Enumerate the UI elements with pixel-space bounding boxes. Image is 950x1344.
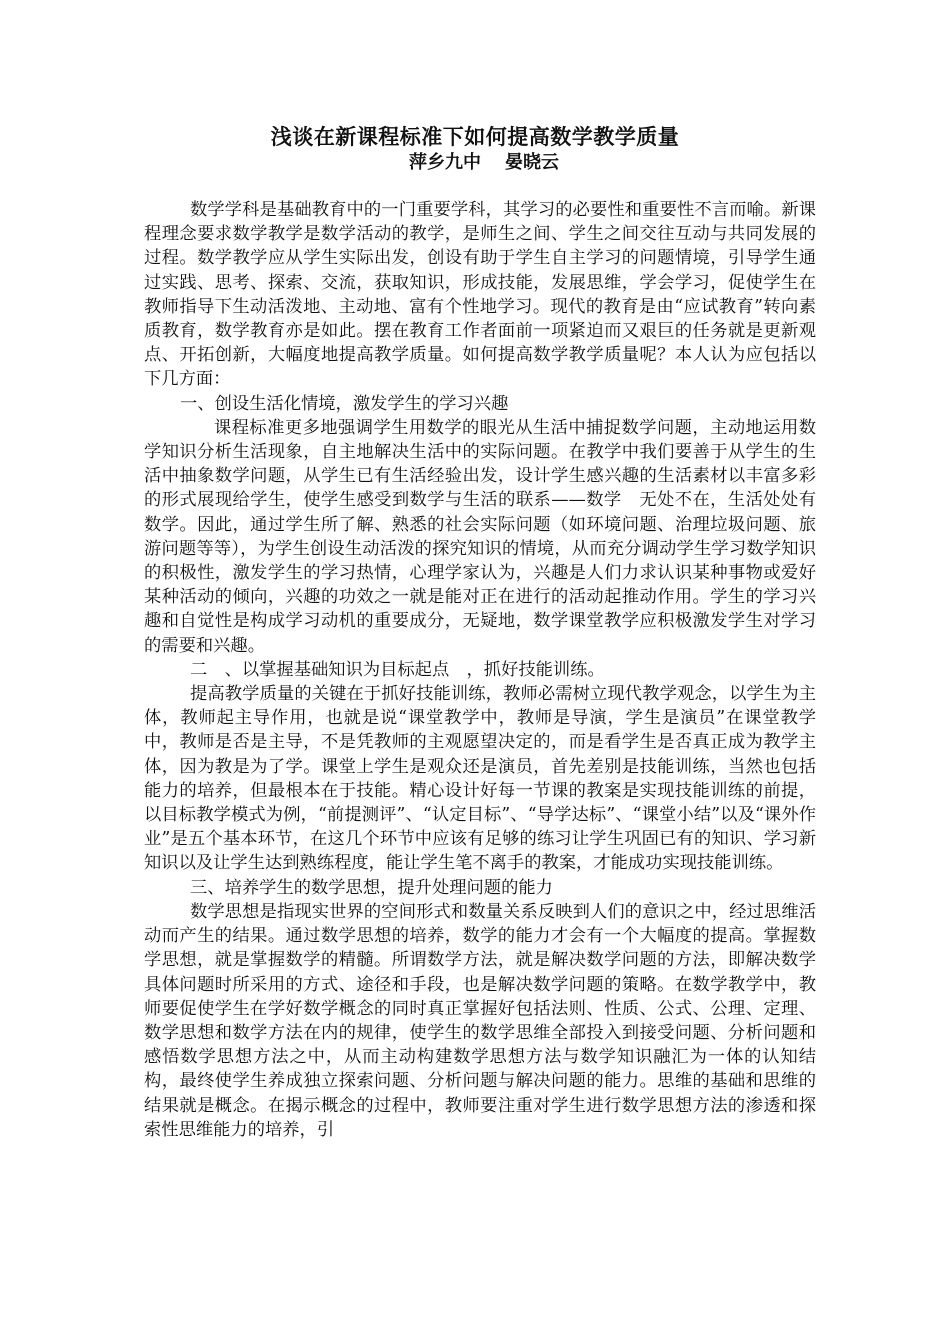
intro-paragraph: 数学学科是基础教育中的一门重要学科，其学习的必要性和重要性不言而喻。新课程理念要求数学教学是数学活动的教学，是师生之间、学生之间交往互动与共同发展的过程。数学教学应从学生实际出发，创设有助于学生自主学习的问题情境，引导学生通过实践、思考、探索、交流，获取知识，形成技能，发展思维，学会学习，促使学生在教师指导下生动活泼地、主动地、富有个性地学习。现代的教育是由“应试教育”转向素质教育，数学教育亦是如此。摆在教育工作者面前一项紧迫而又艰巨的任务就是更新观点、开拓创新，大幅度地提高教学质量。如何提高数学教学质量呢？本人认为应包括以下几方面： [144,200,816,390]
section-2-paragraph: 提高教学质量的关键在于抓好技能训练，教师必需树立现代教学观念，以学生为主体，教师起主导作用，也就是说“课堂教学中，教师是导演，学生是演员”在课堂教学中，教师是否是主导，不是凭教师的主观愿望决定的，而是看学生是否真正成为教学主体，因为教是为了学。课堂上学生是观众还是演员，首先差别是技能训练，当然也包括能力的培养，但最根本在于技能。精心设计好每一节课的教案是实现技能训练的前提，以目标教学模式为例，“前提测评”、“认定目标”、“导学达标”、“课堂小结”以及“课外作业”是五个基本环节，在这几个环节中应该有足够的练习让学生巩固已有的知识、学习新知识以及让学生达到熟练程度，能让学生笔不离手的教案，才能成功实现技能训练。 [144,684,816,874]
section-1-paragraph: 课程标准更多地强调学生用数学的眼光从生活中捕捉数学问题，主动地运用数学知识分析生活现象，自主地解决生活中的实际问题。在教学中我们要善于从学生的生活中抽象数学问题，从学生已有生活经验出发，设计学生感兴趣的生活素材以丰富多彩的形式展现给学生，使学生感受到数学与生活的联系——数学 无处不在，生活处处有数学。因此，通过学生所了解、熟悉的社会实际问题（如环境问题、治理垃圾问题、旅游问题等等），为学生创设生动活泼的探究知识的情境，从而充分调动学生学习数学知识的积极性，激发学生的学习热情，心理学家认为，兴趣是人们力求认识某种事物或爱好某种活动的倾向，兴趣的功效之一就是能对正在进行的活动起推动作用。学生的学习兴趣和自觉性是构成学习动机的重要成分，无疑地，数学课堂教学应积极激发学生对学习的需要和兴趣。 [144,417,816,656]
section-3-paragraph: 数学思想是指现实世界的空间形式和数量关系反映到人们的意识之中，经过思维活动而产生的结果。通过数学思想的培养，数学的能力才会有一个大幅度的提高。掌握数学思想，就是掌握数学的精髓。所谓数学方法，就是解决数学问题的方法，即解决数学具体问题时所采用的方式、途径和手段，也是解决数学问题的策略。在数学教学中，教师要促使学生在学好数学概念的同时真正掌握好包括法则、性质、公式、公理、定理、数学思想和数学方法在内的规律，使学生的数学思维全部投入到接受问题、分析问题和感悟数学思想方法之中，从而主动构建数学思想方法与数学知识融汇为一体的认知结构，最终使学生养成独立探索问题、分析问题与解决问题的能力。思维的基础和思维的结果就是概念。在揭示概念的过程中，教师要注重对学生进行数学思想方法的渗透和探索性思维能力的培养，引 [144,901,816,1140]
document-title: 浅谈在新课程标准下如何提高数学教学质量 [270,125,680,149]
section-heading-1: 一、创设生活化情境，激发学生的学习兴趣 [180,393,509,414]
section-heading-2: 二 、以掌握基础知识为目标起点 ，抓好技能训练。 [190,659,605,680]
author-school: 萍乡九中 [409,152,481,173]
author-name: 晏晓云 [505,152,559,173]
document-body [144,198,816,1142]
section-heading-3: 三、培养学生的数学思想，提升处理问题的能力 [190,877,553,898]
author-byline [0,150,950,176]
